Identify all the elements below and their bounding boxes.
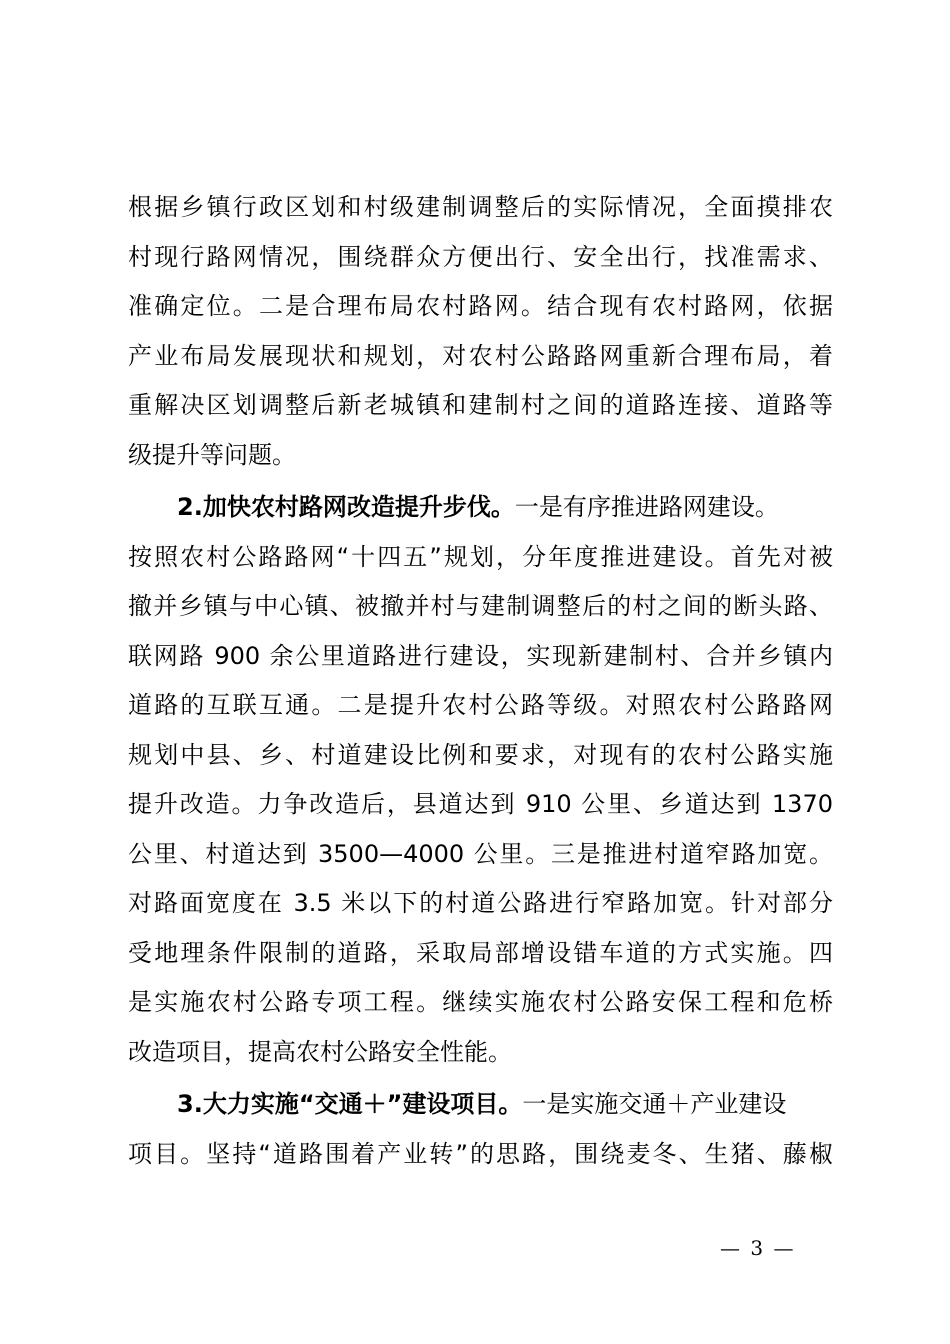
section-heading-line	[128, 483, 833, 533]
section-heading: 2.加快农村路网改造提升步伐。	[177, 493, 515, 521]
section-heading-rest: 一是有序推进路网建设。	[514, 493, 779, 521]
paragraph-line: 是实施农村公路专项工程。继续实施农村公路安保工程和危桥	[128, 988, 833, 1016]
paragraph-line: 根据乡镇行政区划和村级建制调整后的实际情况，全面摸排农	[128, 193, 833, 221]
paragraph-line: 级提升等问题。	[128, 440, 296, 469]
section-heading-line	[128, 1080, 833, 1130]
paragraph-line: 项目。坚持“道路围着产业转”的思路，围绕麦冬、生猪、藤椒	[128, 1139, 833, 1168]
paragraph-line: 撤并乡镇与中心镇、被撤并村与建制调整后的村之间的断头路、	[128, 592, 833, 620]
paragraph-line: 道路的互联互通。二是提升农村公路等级。对照农村公路路网	[128, 691, 833, 719]
section-heading: 3.大力实施“交通＋”建设项目。	[177, 1090, 523, 1118]
paragraph-line: 规划中县、乡、村道建设比例和要求，对现有的农村公路实施	[128, 740, 833, 769]
paragraph-line: 对路面宽度在 3.5 米以下的村道公路进行窄路加宽。针对部分	[128, 889, 833, 917]
paragraph-line: 按照农村公路路网“十四五”规划，分年度推进建设。首先对被	[128, 542, 833, 571]
paragraph-line: 提升改造。力争改造后，县道达到 910 公里、乡道达到 1370	[128, 790, 833, 818]
paragraph-line: 重解决区划调整后新老城镇和建制村之间的道路连接、道路等	[128, 391, 833, 419]
page-number: — 3 —	[720, 1236, 796, 1260]
section-heading-rest: 一是实施交通＋产业建设	[522, 1090, 787, 1118]
paragraph-line: 准确定位。二是合理布局农村路网。结合现有农村路网，依据	[128, 292, 833, 320]
paragraph-line: 公里、村道达到 3500—4000 公里。三是推进村道窄路加宽。	[128, 839, 833, 868]
paragraph-line: 联网路 900 余公里道路进行建设，实现新建制村、合并乡镇内	[128, 641, 833, 670]
paragraph-line: 村现行路网情况，围绕群众方便出行、安全出行，找准需求、	[128, 242, 833, 271]
document-body	[128, 183, 833, 1179]
paragraph-line: 受地理条件限制的道路，采取局部增设错车道的方式实施。四	[128, 938, 833, 967]
paragraph-line: 产业布局发展现状和规划，对农村公路路网重新合理布局，着	[128, 341, 833, 370]
paragraph-line: 改造项目，提高农村公路安全性能。	[128, 1037, 512, 1066]
